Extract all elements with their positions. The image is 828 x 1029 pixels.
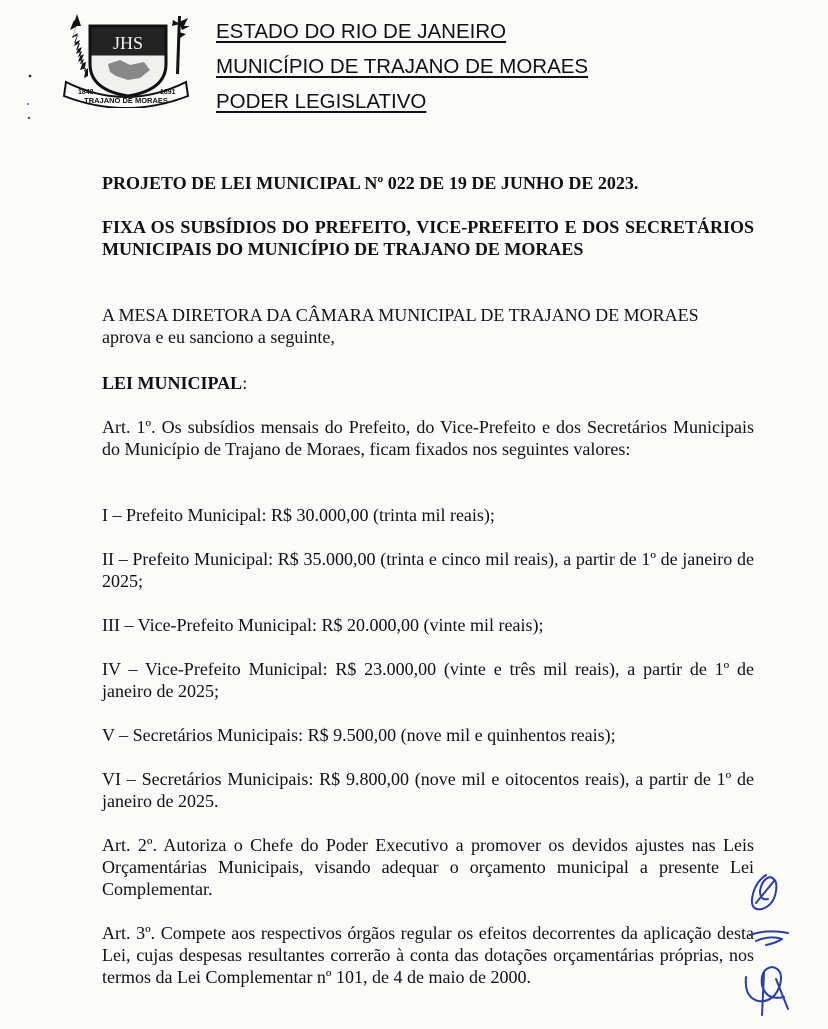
header-legislative-power: PODER LEGISLATIVO — [216, 90, 427, 113]
crest-right-branch — [172, 16, 190, 74]
municipal-crest-logo — [60, 12, 192, 108]
crest-left-year: 1843 — [78, 89, 94, 96]
crest-ribbon-text: TRAJANO DE MORAES — [84, 96, 168, 105]
preamble-line-2: aprova e eu sanciono a seguinte, — [102, 327, 335, 347]
header-state: ESTADO DO RIO DE JANEIRO — [216, 20, 507, 43]
article-1-item-i: I – Prefeito Municipal: R$ 30.000,00 (trinta mil reais); — [102, 505, 495, 525]
bill-summary: FIXA OS SUBSÍDIOS DO PREFEITO, VICE-PREFEITO E DOS SECRETÁRIOS MUNICIPAIS DO MUNICÍPIO DE TRAJANO DE MORAES — [102, 217, 754, 259]
crest-left-branch — [70, 14, 88, 78]
law-heading — [102, 372, 754, 394]
article-1-item-iv: IV – Vice-Prefeito Municipal: R$ 23.000,00 (vinte e três mil reais), a partir de 1º de janeiro de 2025; — [102, 659, 754, 701]
law-heading-colon: : — [242, 373, 248, 393]
article-1: Art. 1º. Os subsídios mensais do Prefeito, do Vice-Prefeito e dos Secretários Municipais do Município de Trajano de Moraes, ficam fixados nos seguintes valores: — [102, 417, 754, 459]
crest-right-year: 1891 — [160, 89, 176, 96]
preamble — [102, 304, 754, 348]
letterhead — [216, 14, 588, 119]
header-municipality: MUNICÍPIO DE TRAJANO DE MORAES — [216, 55, 589, 78]
article-3: Art. 3º. Compete aos respectivos órgãos regular os efeitos decorrentes da aplicação desta Lei, cujas despesas resultantes correrão à conta das dotações orçamentárias próprias, nos termos da Lei Complementar nº 101, de 4 de maio de 2000. — [102, 923, 754, 987]
bill-title: PROJETO DE LEI MUNICIPAL Nº 022 DE 19 DE JUNHO DE 2023. — [102, 173, 639, 193]
law-heading-label: LEI MUNICIPAL — [102, 373, 243, 393]
article-1-item-vi: VI – Secretários Municipais: R$ 9.800,00 (nove mil e oitocentos reais), a partir de 1º de janeiro de 2025. — [102, 769, 754, 811]
crest-monogram: JHS — [112, 33, 144, 53]
article-1-item-v: V – Secretários Municipais: R$ 9.500,00 (nove mil e quinhentos reais); — [102, 725, 616, 745]
handwritten-initials-signature — [736, 869, 806, 1019]
article-1-item-iii: III – Vice-Prefeito Municipal: R$ 20.000,00 (vinte mil reais); — [102, 615, 544, 635]
article-2: Art. 2º. Autoriza o Chefe do Poder Executivo a promover os devidos ajustes nas Leis Orçamentárias Municipais, visando adequar o orçamento municipal a presente Lei Complementar. — [102, 835, 754, 899]
preamble-line-1: A MESA DIRETORA DA CÂMARA MUNICIPAL DE TRAJANO DE MORAES — [102, 305, 699, 325]
article-1-item-ii: II – Prefeito Municipal: R$ 35.000,00 (trinta e cinco mil reais), a partir de 1º de janeiro de 2025; — [102, 549, 754, 591]
scan-artifact-mark — [24, 100, 36, 140]
